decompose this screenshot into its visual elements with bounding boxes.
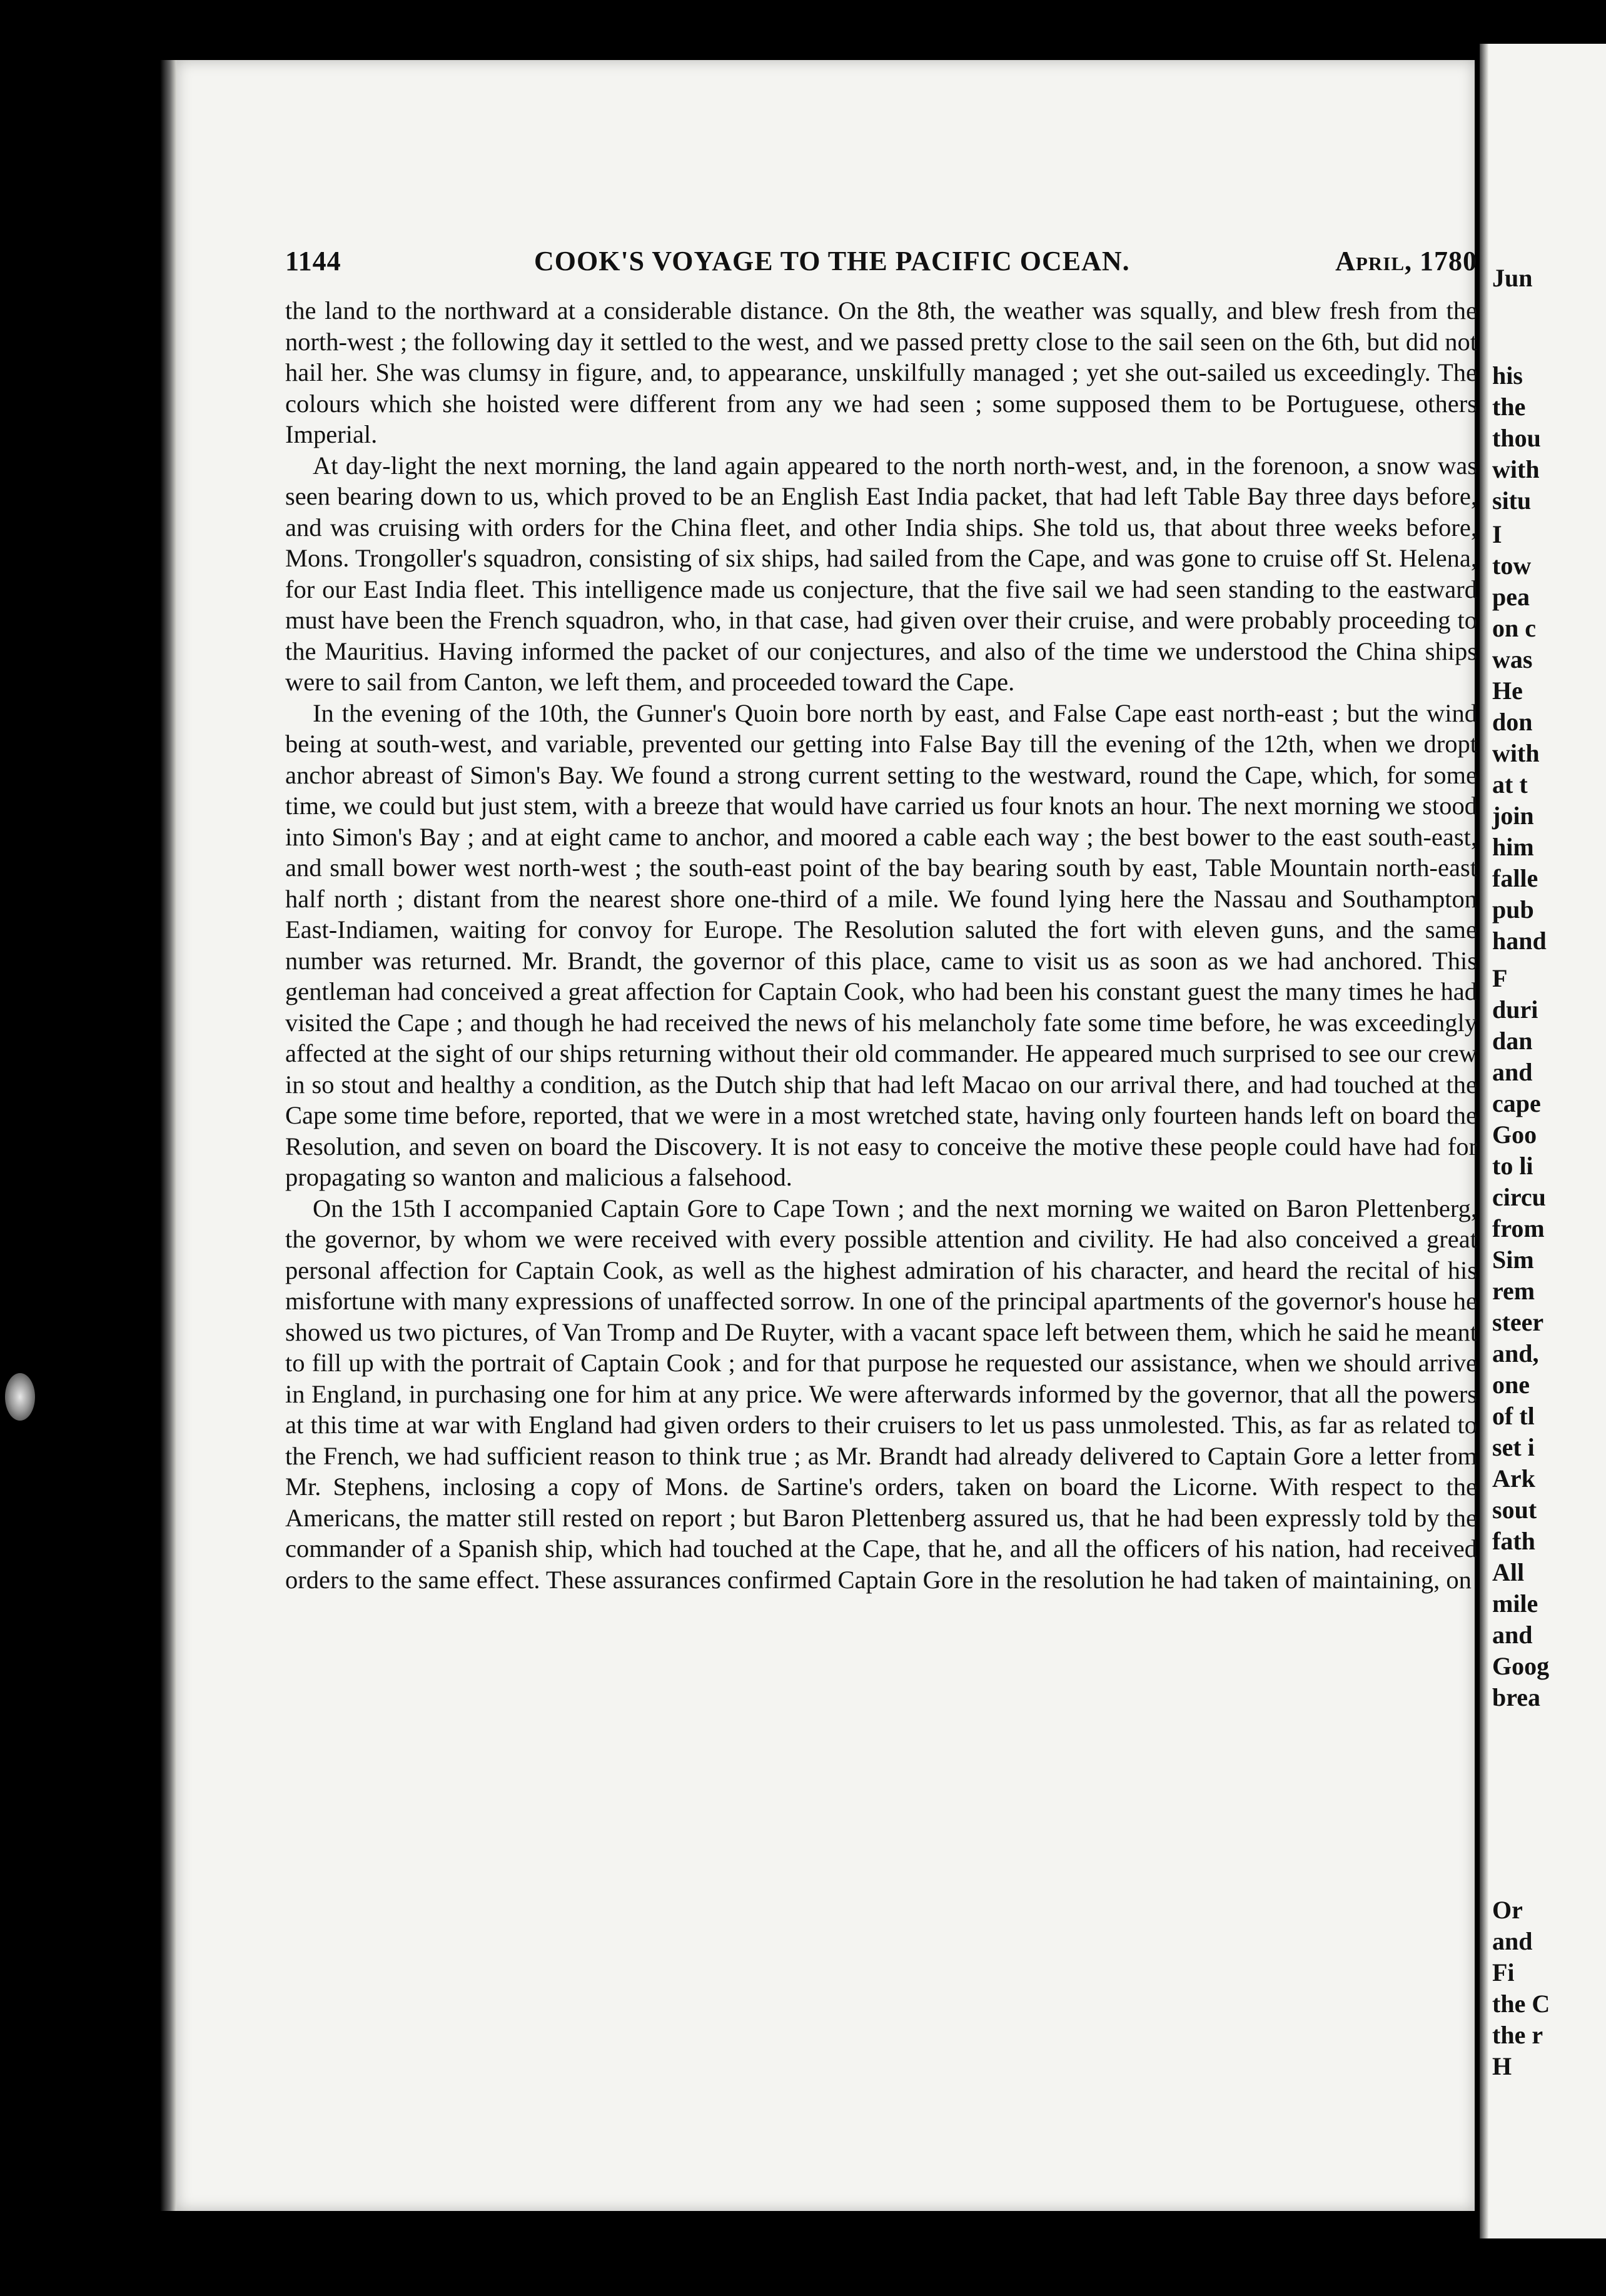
adjacent-line-fragment: join bbox=[1492, 802, 1534, 830]
paragraph: In the evening of the 10th, the Gunner's Quoin bore north by east, and False Cape east north-east ; but the wind being at south-west, and variable, prevented our getting into False Bay till the evening of the 12th, when we dropt anchor abreast of Simon's Bay. We found a strong current setting to the westward, round the Cape, which, for some time, we could but just stem, with a breeze that would have carried us four knots an hour. The next morning we stood into Simon's Bay ; and at eight came to anchor, and moored a cable each way ; the best bower to the east south-east, and small bower west north-west ; the south-east point of the bay bearing south by east, Table Mountain north-east half north ; distant from the nearest shore one-third of a mile. We found lying here the Nassau and Southampton East-Indiamen, waiting for convoy for Europe. The Resolution saluted the fort with eleven guns, and the same number was returned. Mr. Brandt, the governor of this place, came to visit us as soon as we had anchored. This gentleman had conceived a great affection for Captain Cook, who had been his constant guest the many times he had visited the Cape ; and though he had received the news of his melancholy fate some time before, he was exceedingly affected at the sight of our ships returning without their old commander. He appeared much surprised to see our crew in so stout and healthy a condition, as the Dutch ship that had left Macao on our arrival there, and had touched at the Cape some time before, reported, that we were in a most wretched state, having only fourteen hands left on board the Resolution, and seven on board the Discovery. It is not easy to conceive the motive these people could have had for propagating so wanton and malicious a falsehood. bbox=[285, 698, 1477, 1191]
adjacent-line-fragment: at t bbox=[1492, 770, 1528, 798]
adjacent-line-fragment: fath bbox=[1492, 1527, 1535, 1555]
adjacent-line-fragment: brea bbox=[1492, 1683, 1541, 1711]
adjacent-line-fragment: dan bbox=[1492, 1027, 1533, 1055]
adjacent-line-fragment: sout bbox=[1492, 1496, 1537, 1524]
adjacent-line-fragment: one bbox=[1492, 1371, 1530, 1399]
adjacent-line-fragment: hand bbox=[1492, 927, 1547, 955]
adjacent-line-fragment: mile bbox=[1492, 1589, 1538, 1618]
adjacent-line-fragment: the r bbox=[1492, 2021, 1543, 2049]
adjacent-line-fragment: duri bbox=[1492, 995, 1538, 1024]
binding-hole bbox=[5, 1373, 35, 1421]
adjacent-line-fragment: F bbox=[1492, 964, 1508, 992]
adjacent-line-fragment: Ark bbox=[1492, 1464, 1535, 1493]
adjacent-line-fragment: circu bbox=[1492, 1183, 1546, 1211]
adjacent-line-fragment: from bbox=[1492, 1214, 1545, 1242]
adjacent-line-fragment: the bbox=[1492, 393, 1526, 421]
adjacent-line-fragment: Sim bbox=[1492, 1246, 1534, 1274]
adjacent-line-fragment: and bbox=[1492, 1058, 1533, 1086]
adjacent-line-fragment: with bbox=[1492, 739, 1540, 767]
adjacent-line-fragment: Fi bbox=[1492, 1958, 1515, 1986]
adjacent-line-fragment: of tl bbox=[1492, 1402, 1535, 1430]
adjacent-line-fragment: his bbox=[1492, 361, 1523, 390]
adjacent-line-fragment: the C bbox=[1492, 1990, 1550, 2018]
paragraph: On the 15th I accompanied Captain Gore to Cape Town ; and the next morning we waited on Baron Plettenberg, the governor, by whom we were received with every possible attention and civility. He had also conceived a great personal affection for Captain Cook, as well as the highest admiration of his character, and heard the recital of his misfortune with many expressions of unaffected sorrow. In one of the principal apartments of the governor's house he showed us two pictures, of Van Tromp and De Ruyter, with a vacant space left between them, which he said he meant to fill up with the portrait of Captain Cook ; and for that purpose he requested our assistance, when we should arrive in England, in purchasing one for him at any price. We were afterwards informed by the governor, that all the powers at this time at war with England had given orders to their cruisers to let us pass unmolested. This, as far as related to the French, we had sufficient reason to think true ; as Mr. Brandt had already delivered to Captain Gore a letter from Mr. Stephens, inclosing a copy of Mons. de Sartine's orders, taken on board the Licorne. With respect to the Americans, the matter still rested on report ; but Baron Plettenberg assured us, that he had been expressly told by the commander of a Spanish ship, which had touched at the Cape, that he, and all the officers of his nation, had received orders to the same effect. These assurances confirmed Captain Gore in the resolution he had taken of maintaining, on bbox=[285, 1194, 1477, 1594]
adjacent-line-fragment: Goo bbox=[1492, 1120, 1537, 1149]
adjacent-page-edge bbox=[1480, 44, 1606, 2238]
adjacent-line-fragment: All bbox=[1492, 1558, 1525, 1586]
adjacent-line-fragment: Jun bbox=[1492, 264, 1533, 292]
adjacent-line-fragment: rem bbox=[1492, 1277, 1535, 1305]
adjacent-line-fragment: on c bbox=[1492, 614, 1536, 642]
adjacent-line-fragment: was bbox=[1492, 645, 1533, 673]
adjacent-line-fragment: steer bbox=[1492, 1308, 1544, 1336]
adjacent-line-fragment: pea bbox=[1492, 583, 1530, 611]
adjacent-line-fragment: to li bbox=[1492, 1152, 1533, 1180]
page-body bbox=[285, 295, 1477, 2146]
adjacent-line-fragment: He bbox=[1492, 677, 1523, 705]
adjacent-line-fragment: with bbox=[1492, 455, 1540, 483]
adjacent-line-fragment: and bbox=[1492, 1621, 1533, 1649]
adjacent-line-fragment: I bbox=[1492, 520, 1502, 548]
paragraph: the land to the northward at a considerable distance. On the 8th, the weather was squally, and blew fresh from the north-west ; the following day it settled to the west, and we passed pretty close to the sail seen on the 6th, but did not hail her. She was clumsy in figure, and, to appearance, unskilfully managed ; yet she out-sailed us exceedingly. The colours which she hoisted were different from any we had seen ; some supposed them to be Portuguese, others Imperial. bbox=[285, 296, 1477, 448]
page-number: 1144 bbox=[285, 246, 341, 276]
adjacent-line-fragment: H bbox=[1492, 2052, 1512, 2080]
adjacent-line-fragment: pub bbox=[1492, 895, 1534, 924]
adjacent-line-fragment: cape bbox=[1492, 1089, 1541, 1117]
running-title: COOK'S VOYAGE TO THE PACIFIC OCEAN. bbox=[534, 246, 1130, 276]
running-head bbox=[285, 245, 1477, 283]
adjacent-line-fragment: tow bbox=[1492, 551, 1532, 580]
adjacent-line-fragment: and, bbox=[1492, 1339, 1539, 1367]
adjacent-line-fragment: Goog bbox=[1492, 1652, 1550, 1680]
running-date: April, 1780 bbox=[1335, 246, 1477, 276]
adjacent-line-fragment: thou bbox=[1492, 424, 1541, 452]
adjacent-line-fragment: falle bbox=[1492, 864, 1538, 892]
adjacent-line-fragment: him bbox=[1492, 833, 1534, 861]
paragraph: At day-light the next morning, the land again appeared to the north north-west, and, in the forenoon, a snow was seen bearing down to us, which proved to be an English East India packet, that had left Table Bay three days before, and was cruising with orders for the China fleet, and other India ships. She told us, that about three weeks before, Mons. Trongoller's squadron, consisting of six ships, had sailed from the Cape, and was gone to cruise off St. Helena, for our East India fleet. This intelligence made us conjecture, that the five sail we had seen standing to the eastward must have been the French squadron, who, in that case, had given over their cruise, and were probably proceeding to the Mauritius. Having informed the packet of our conjectures, and also of the time we understood the China ships were to sail from Canton, we left them, and proceeded toward the Cape. bbox=[285, 451, 1477, 696]
adjacent-line-fragment: Or bbox=[1492, 1896, 1523, 1924]
adjacent-line-fragment: situ bbox=[1492, 486, 1532, 515]
adjacent-line-fragment: don bbox=[1492, 708, 1533, 736]
book-page bbox=[176, 60, 1475, 2211]
adjacent-line-fragment: set i bbox=[1492, 1433, 1535, 1461]
adjacent-line-fragment: and bbox=[1492, 1927, 1533, 1955]
